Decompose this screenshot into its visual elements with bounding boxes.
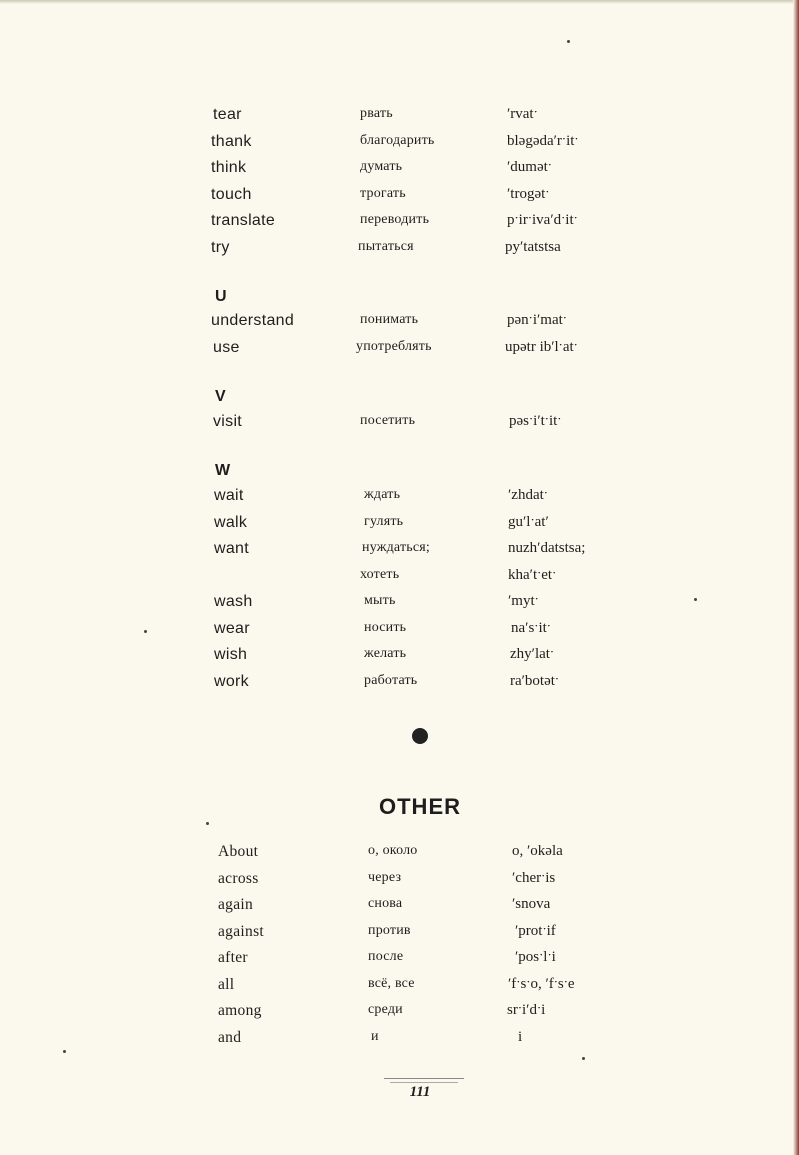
russian-word: пытаться <box>358 238 414 254</box>
english-word: tear <box>213 106 242 123</box>
transcription: ʹrvatˑ <box>507 106 538 122</box>
section-heading: OTHER <box>379 794 461 819</box>
english-word: and <box>218 1028 242 1046</box>
transcription: ʹposˑlˑi <box>515 949 556 965</box>
transcription: srˑiʹdˑi <box>507 1002 546 1018</box>
transcription: ʹzhdatˑ <box>508 487 548 503</box>
vocab-row <box>0 212 799 239</box>
transcription: raʹbotәtˑ <box>510 672 560 689</box>
vocab-row <box>0 239 799 266</box>
russian-word: снова <box>368 896 403 911</box>
english-word: use <box>213 338 240 356</box>
transcription: khaʹtˑetˑ <box>508 566 557 583</box>
english-word: thank <box>211 132 252 150</box>
scan-speck <box>694 598 697 601</box>
russian-word: благодарить <box>360 132 435 148</box>
english-word: walk <box>214 513 248 531</box>
transcription: pˑirˑivaʹdˑitˑ <box>507 212 578 228</box>
section-v <box>0 413 799 440</box>
vocab-row <box>0 106 799 133</box>
footer-rule <box>384 1078 464 1079</box>
english-word: after <box>218 949 248 966</box>
vocab-row <box>0 312 799 339</box>
transcription: ʹsnova <box>512 896 551 912</box>
english-word: all <box>218 975 235 993</box>
vocab-row <box>0 646 799 673</box>
english-word: wish <box>214 646 248 663</box>
russian-word: понимать <box>360 312 419 327</box>
transcription: ʹdumәtˑ <box>507 159 552 175</box>
section-letter: U <box>215 288 227 305</box>
section-u <box>0 312 799 365</box>
english-word: wear <box>214 619 250 637</box>
scan-speck <box>567 40 570 43</box>
vocab-row <box>0 567 799 594</box>
english-word: across <box>218 869 259 887</box>
vocab-row <box>0 976 799 1003</box>
vocab-row <box>0 1002 799 1029</box>
vocab-row <box>0 487 799 514</box>
russian-word: всё, все <box>368 975 415 991</box>
vocab-row <box>0 413 799 440</box>
english-word: understand <box>211 312 295 329</box>
russian-word: ждать <box>364 487 401 502</box>
russian-word: носить <box>364 619 407 635</box>
russian-word: против <box>368 922 411 938</box>
page-top-edge <box>0 0 799 4</box>
english-word: translate <box>211 212 276 229</box>
russian-word: мыть <box>364 593 396 608</box>
russian-word: нуждаться; <box>362 540 431 555</box>
english-word: think <box>211 159 247 176</box>
vocab-row <box>0 133 799 160</box>
russian-word: через <box>368 869 402 885</box>
transcription: i <box>518 1028 523 1045</box>
transcription: pyʹtatstsa <box>505 238 561 255</box>
russian-word: среди <box>368 1002 403 1017</box>
transcription: ʹcherˑis <box>512 869 556 886</box>
vocab-row <box>0 514 799 541</box>
scan-speck <box>206 822 209 825</box>
scan-speck <box>63 1050 66 1053</box>
vocab-row <box>0 673 799 700</box>
transcription: pәnˑiʹmatˑ <box>507 312 567 328</box>
bullet-ornament <box>412 728 428 744</box>
section-letter: W <box>215 462 231 479</box>
russian-word: хотеть <box>360 566 400 582</box>
scan-speck <box>582 1057 585 1060</box>
transcription: zhyʹlatˑ <box>510 646 555 662</box>
russian-word: желать <box>364 646 407 661</box>
russian-word: после <box>368 949 404 964</box>
transcription: o, ʹokәla <box>512 843 563 859</box>
english-word: work <box>214 672 249 690</box>
russian-word: думать <box>360 159 403 174</box>
transcription: guʹlˑatʹ <box>508 513 549 530</box>
transcription: ʹprotˑif <box>515 922 556 939</box>
russian-word: посетить <box>360 413 416 428</box>
russian-word: употреблять <box>356 338 432 354</box>
vocab-row <box>0 159 799 186</box>
russian-word: и <box>371 1028 379 1044</box>
russian-word: переводить <box>360 212 430 227</box>
english-word: against <box>218 922 265 940</box>
russian-word: работать <box>364 672 418 688</box>
russian-word: трогать <box>360 185 406 201</box>
vocab-row <box>0 540 799 567</box>
transcription: ʹmytˑ <box>508 593 539 609</box>
english-word: try <box>211 238 230 256</box>
footer-rule <box>390 1082 458 1083</box>
vocab-row <box>0 870 799 897</box>
english-word: wash <box>214 593 253 610</box>
transcription: naʹsˑitˑ <box>511 619 551 636</box>
transcription: upәtr ibʹlˑatˑ <box>505 338 578 355</box>
transcription: blәgәdaʹrˑitˑ <box>507 132 579 149</box>
english-word: touch <box>211 185 252 203</box>
vocab-row <box>0 896 799 923</box>
scan-speck <box>144 630 147 633</box>
section-t <box>0 106 799 265</box>
transcription: ʹtrogәtˑ <box>507 185 550 202</box>
english-word: want <box>214 540 249 557</box>
english-word: wait <box>214 487 244 504</box>
english-word: among <box>218 1002 262 1019</box>
vocab-row <box>0 620 799 647</box>
transcription: nuzhʹdatstsa; <box>508 540 586 556</box>
section-other <box>0 843 799 1055</box>
transcription: pәsˑiʹtˑitˑ <box>509 413 562 429</box>
vocab-row <box>0 339 799 366</box>
english-word: again <box>218 896 254 913</box>
vocab-row <box>0 186 799 213</box>
english-word: About <box>218 843 259 860</box>
vocab-row <box>0 593 799 620</box>
section-letter: V <box>215 388 226 405</box>
page-number: 111 <box>409 1084 431 1100</box>
english-word: visit <box>213 413 243 430</box>
transcription: ʹfˑsˑo, ʹfˑsˑe <box>508 975 575 992</box>
vocab-row <box>0 1029 799 1056</box>
vocab-row <box>0 949 799 976</box>
russian-word: гулять <box>364 513 404 529</box>
russian-word: рвать <box>360 106 393 121</box>
section-w <box>0 487 799 699</box>
russian-word: о, около <box>368 843 418 858</box>
vocab-row <box>0 923 799 950</box>
vocab-row <box>0 843 799 870</box>
